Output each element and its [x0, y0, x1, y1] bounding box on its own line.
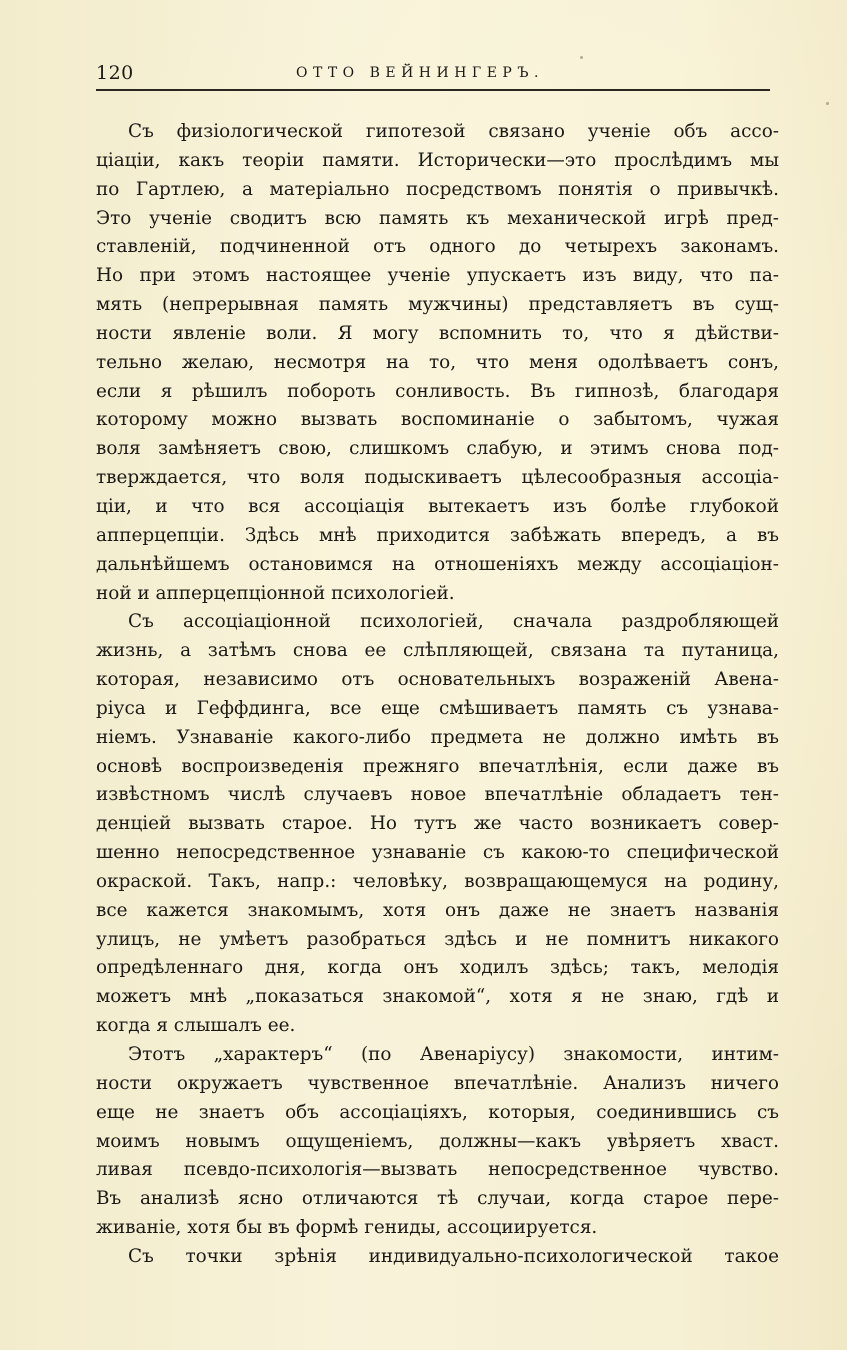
text-line: ставленій, подчиненной отъ одного до четырехъ законамъ.: [96, 236, 779, 258]
text-line: ніемъ. Узнаваніе какого-либо предмета не должно имѣть въ: [96, 726, 779, 748]
text-line: апперцепціи. Здѣсь мнѣ приходится забѣжать впередъ, а въ: [96, 524, 779, 546]
text-line: Этотъ „характеръ“ (по Авенаріусу) знакомости, интим-: [128, 1044, 779, 1065]
text-line: ности явленіе воли. Я могу вспомнить то, что я дѣйстви-: [96, 322, 779, 344]
text-line: дальнѣйшемъ остановимся на отношеніяхъ между ассоціаціон-: [96, 553, 779, 575]
text-line: воля замѣняетъ свою, слишкомъ слабую, и этимъ снова под-: [96, 438, 779, 460]
text-line: которая, независимо отъ основательныхъ возраженій Авена-: [96, 669, 779, 691]
text-line: Это ученіе сводитъ всю память къ механической игрѣ пред-: [96, 207, 779, 229]
text-line: опредѣленнаго дня, когда онъ ходилъ здѣсь; такъ, мелодія: [96, 957, 779, 979]
text-line: ливая псевдо-психологія—вызвать непосредственное чувство.: [96, 1159, 779, 1181]
text-line: ріуса и Геффдинга, все еще смѣшиваетъ память съ узнава-: [96, 697, 779, 719]
text-line: шенно непосредственное узнаваніе съ какою-то специфической: [96, 842, 779, 864]
text-line: все кажется знакомымъ, хотя онъ даже не знаетъ названія: [96, 899, 779, 921]
text-line: Въ анализѣ ясно отличаются тѣ случаи, когда старое пере-: [96, 1188, 779, 1210]
paper-speck: [826, 102, 829, 105]
text-line: ности окружаетъ чувственное впечатлѣніе. Анализъ ничего: [96, 1072, 779, 1094]
text-line: окраской. Такъ, напр.: человѣку, возвращающемуся на родину,: [96, 870, 779, 892]
body-text: [96, 118, 779, 1272]
paper-speck: [580, 56, 583, 59]
page-number: 120: [96, 62, 134, 84]
text-line: основѣ воспроизведенія прежняго впечатлѣнія, если даже въ: [96, 755, 779, 777]
text-line: тверждается, что воля подыскиваетъ цѣлесообразныя ассоціа-: [96, 467, 779, 489]
text-line: Съ точки зрѣнія индивидуально-психологической такое: [128, 1245, 779, 1267]
text-line: ціаціи, какъ теоріи памяти. Исторически—это прослѣдимъ мы: [96, 149, 779, 171]
text-line: которому можно вызвать воспоминаніе о забытомъ, чужая: [96, 409, 779, 431]
page-header: [96, 62, 770, 88]
text-line: жизнь, а затѣмъ снова ее слѣпляющей, связана та путаница,: [96, 640, 779, 662]
text-line: Но при этомъ настоящее ученіе упускаетъ изъ виду, что па-: [96, 265, 779, 287]
text-line: моимъ новымъ ощущеніемъ, должны—какъ увѣряетъ хваст.: [96, 1130, 779, 1152]
text-line: тельно желаю, несмотря на то, что меня одолѣваетъ сонъ,: [96, 351, 779, 373]
text-line: по Гартлею, а матеріально посредствомъ понятія о привычкѣ.: [96, 178, 779, 200]
text-line: денціей вызвать старое. Но тутъ же часто возникаетъ совер-: [96, 813, 779, 835]
running-head: ОТТО ВЕЙНИНГЕРЪ.: [296, 65, 544, 81]
text-line: мять (непрерывная память мужчины) представляетъ въ сущ-: [96, 294, 779, 316]
text-line: живаніе, хотя бы въ формѣ гениды, ассоциируется.: [96, 1217, 598, 1239]
header-rule: [96, 89, 770, 91]
text-line: извѣстномъ числѣ случаевъ новое впечатлѣніе обладаетъ тен-: [96, 784, 779, 806]
text-line: Съ ассоціаціонной психологіей, сначала раздробляющей: [128, 611, 779, 633]
text-line: если я рѣшилъ побороть сонливость. Въ гипнозѣ, благодаря: [96, 380, 779, 402]
text-line: ціи, и что вся ассоціація вытекаетъ изъ болѣе глубокой: [96, 495, 779, 517]
text-line: улицъ, не умѣетъ разобраться здѣсь и не помнитъ никакого: [96, 928, 779, 950]
text-line: можетъ мнѣ „показаться знакомой“, хотя я не знаю, гдѣ и: [96, 986, 779, 1008]
text-line: ной и апперцепціонной психологіей.: [96, 582, 455, 604]
text-line: когда я слышалъ ее.: [96, 1015, 296, 1037]
text-line: еще не знаетъ объ ассоціаціяхъ, которыя, соединившись съ: [96, 1101, 779, 1123]
text-line: Съ физіологической гипотезой связано ученіе объ ассо-: [128, 121, 779, 142]
